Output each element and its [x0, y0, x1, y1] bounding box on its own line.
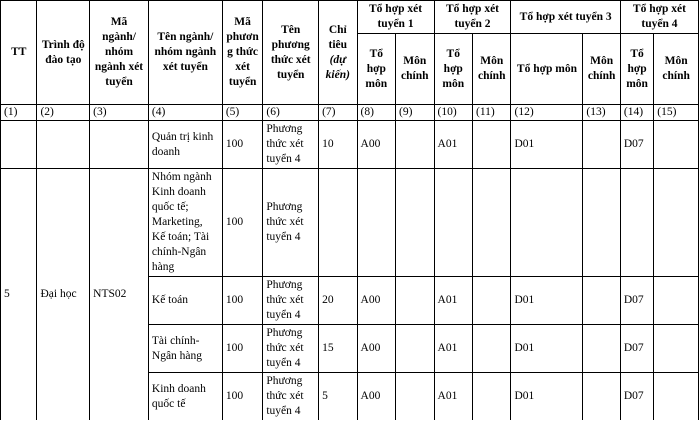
to-hop-2-cell: A01	[434, 373, 472, 421]
ten-nganh-cell: Kế toán	[148, 277, 222, 325]
chi-tieu-cell: 10	[319, 121, 357, 169]
col-number: (9)	[396, 105, 434, 121]
col-number: (8)	[357, 105, 395, 121]
to-hop-1-cell: A00	[357, 277, 395, 325]
ma-nganh-cell: NTS02	[90, 169, 149, 421]
mon-chinh-3-cell	[583, 121, 620, 169]
to-hop-2-cell: A01	[434, 325, 472, 373]
chi-tieu-cell: 15	[319, 325, 357, 373]
col-number: (7)	[319, 105, 357, 121]
mon-chinh-4-cell	[654, 277, 699, 325]
chi-tieu-cell	[319, 169, 357, 277]
ten-nganh-cell: Kinh doanh quốc tế	[148, 373, 222, 421]
mon-chinh-3-cell	[583, 373, 620, 421]
trinh-do-cell: Đại học	[37, 169, 90, 421]
header-trinh-do: Trình độ đào tạo	[37, 1, 90, 105]
header-mon-chinh-3: Môn chính	[583, 34, 620, 105]
ma-pt-cell: 100	[222, 373, 263, 421]
chi-tieu-cell: 5	[319, 373, 357, 421]
to-hop-3-cell: D01	[511, 121, 583, 169]
header-chi-tieu-label: Chỉ tiêu	[328, 23, 348, 51]
to-hop-1-cell: A00	[357, 121, 395, 169]
mon-chinh-2-cell	[473, 121, 511, 169]
to-hop-3-cell: D01	[511, 373, 583, 421]
ten-nganh-cell: Quản trị kinh doanh	[148, 121, 222, 169]
col-number: (4)	[148, 105, 222, 121]
column-number-row	[1, 105, 699, 121]
mon-chinh-3-cell	[583, 277, 620, 325]
col-number: (11)	[473, 105, 511, 121]
header-to-hop-mon-3: Tổ hợp môn	[511, 34, 583, 105]
header-to-hop-mon-2: Tổ hợp môn	[434, 34, 472, 105]
col-number: (1)	[1, 105, 37, 121]
mon-chinh-4-cell	[654, 325, 699, 373]
ma-pt-cell: 100	[222, 277, 263, 325]
ten-nganh-cell: Tài chính-Ngân hàng	[148, 325, 222, 373]
to-hop-2-cell: A01	[434, 277, 472, 325]
header-mon-chinh-2: Môn chính	[473, 34, 511, 105]
to-hop-1-cell	[357, 169, 395, 277]
col-number: (12)	[511, 105, 583, 121]
header-to-hop-mon-4: Tổ hợp môn	[620, 34, 653, 105]
ten-pt-cell: Phương thức xét tuyển 4	[263, 277, 319, 325]
mon-chinh-1-cell	[396, 325, 434, 373]
to-hop-4-cell: D07	[620, 325, 653, 373]
mon-chinh-1-cell	[396, 373, 434, 421]
header-mon-chinh-1: Môn chính	[396, 34, 434, 105]
mon-chinh-2-cell	[473, 169, 511, 277]
mon-chinh-1-cell	[396, 169, 434, 277]
col-number: (6)	[263, 105, 319, 121]
mon-chinh-1-cell	[396, 277, 434, 325]
to-hop-2-cell: A01	[434, 121, 472, 169]
header-group-4: Tổ hợp xét tuyển 4	[620, 1, 698, 34]
tt-cell	[1, 121, 37, 169]
col-number: (13)	[583, 105, 620, 121]
to-hop-3-cell: D01	[511, 277, 583, 325]
header-chi-tieu-note: (dự kiến)	[325, 53, 350, 81]
header-ma-nganh: Mã ngành/ nhóm ngành xét tuyển	[90, 1, 149, 105]
to-hop-1-cell: A00	[357, 373, 395, 421]
col-number: (2)	[37, 105, 90, 121]
header-ten-nganh: Tên ngành/ nhóm ngành xét tuyển	[148, 1, 222, 105]
ten-nganh-cell: Nhóm ngành Kinh doanh quốc tế; Marketing, Kế toán; Tài chính-Ngân hàng	[148, 169, 222, 277]
header-mon-chinh-4: Môn chính	[654, 34, 699, 105]
mon-chinh-4-cell	[654, 121, 699, 169]
ma-pt-cell: 100	[222, 325, 263, 373]
to-hop-3-cell: D01	[511, 325, 583, 373]
ten-pt-cell: Phương thức xét tuyển 4	[263, 325, 319, 373]
mon-chinh-2-cell	[473, 277, 511, 325]
header-group-2: Tổ hợp xét tuyển 2	[434, 1, 511, 34]
ma-nganh-cell	[90, 121, 149, 169]
table-row	[1, 169, 699, 277]
to-hop-1-cell: A00	[357, 325, 395, 373]
to-hop-2-cell	[434, 169, 472, 277]
to-hop-4-cell: D07	[620, 373, 653, 421]
header-ten-phuong-thuc: Tên phương thức xét tuyển	[263, 1, 319, 105]
mon-chinh-3-cell	[583, 169, 620, 277]
to-hop-3-cell	[511, 169, 583, 277]
mon-chinh-2-cell	[473, 373, 511, 421]
ma-pt-cell: 100	[222, 121, 263, 169]
to-hop-4-cell	[620, 169, 653, 277]
header-group-1: Tổ hợp xét tuyển 1	[357, 1, 434, 34]
col-number: (10)	[434, 105, 472, 121]
col-number: (15)	[654, 105, 699, 121]
col-number: (14)	[620, 105, 653, 121]
col-number: (5)	[222, 105, 263, 121]
ten-pt-cell: Phương thức xét tuyển 4	[263, 169, 319, 277]
header-group-3: Tổ hợp xét tuyển 3	[511, 1, 620, 34]
ma-pt-cell: 100	[222, 169, 263, 277]
to-hop-4-cell: D07	[620, 277, 653, 325]
ten-pt-cell: Phương thức xét tuyển 4	[263, 373, 319, 421]
table-row	[1, 121, 699, 169]
mon-chinh-3-cell	[583, 325, 620, 373]
trinh-do-cell	[37, 121, 90, 169]
header-tt: TT	[1, 1, 37, 105]
mon-chinh-4-cell	[654, 373, 699, 421]
tt-cell: 5	[1, 169, 37, 421]
mon-chinh-4-cell	[654, 169, 699, 277]
header-to-hop-mon-1: Tổ hợp môn	[357, 34, 395, 105]
chi-tieu-cell: 20	[319, 277, 357, 325]
header-chi-tieu	[319, 1, 357, 105]
mon-chinh-2-cell	[473, 325, 511, 373]
col-number: (3)	[90, 105, 149, 121]
header-ma-phuong-thuc: Mã phương thức xét tuyển	[222, 1, 263, 105]
ten-pt-cell: Phương thức xét tuyển 4	[263, 121, 319, 169]
to-hop-4-cell: D07	[620, 121, 653, 169]
mon-chinh-1-cell	[396, 121, 434, 169]
